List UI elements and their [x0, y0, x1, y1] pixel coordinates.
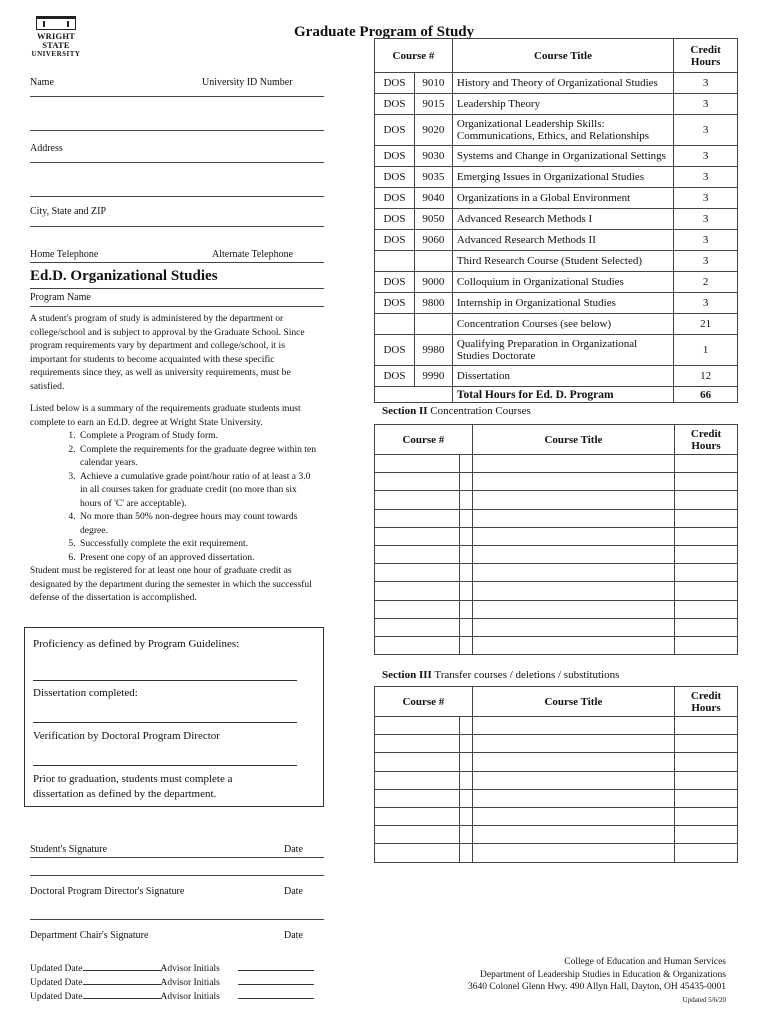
advisor-initials-label: Advisor Initials: [160, 991, 220, 1002]
blank-cell[interactable]: [472, 473, 674, 491]
blank-cell[interactable]: [472, 717, 674, 735]
table-row: [375, 73, 738, 94]
table-row: [375, 272, 738, 293]
blank-cell[interactable]: [375, 771, 460, 789]
table-header-row: [375, 39, 738, 73]
blank-cell[interactable]: [675, 807, 738, 825]
blank-cell[interactable]: [375, 564, 460, 582]
logo-line2: UNIVERSITY: [31, 50, 81, 58]
course-hours: 3: [674, 146, 738, 167]
course-hours: 3: [674, 251, 738, 272]
dissertation-line[interactable]: [33, 722, 297, 723]
course-number: 9020: [414, 115, 452, 146]
table-row: [375, 167, 738, 188]
blank-cell[interactable]: [375, 844, 460, 862]
phone-line[interactable]: [30, 262, 324, 263]
blank-cell[interactable]: [472, 636, 674, 654]
blank-cell[interactable]: [472, 735, 674, 753]
course-title-header: Course Title: [472, 425, 674, 455]
course-number: 9015: [414, 94, 452, 115]
blank-course-row[interactable]: [375, 491, 738, 509]
blank-cell[interactable]: [675, 564, 738, 582]
footer-college: College of Education and Human Services: [564, 957, 726, 967]
university-logo: [24, 16, 88, 58]
course-title: Concentration Courses (see below): [452, 314, 673, 335]
prior-graduation-note: Prior to graduation, students must complete a dissertation as defined by the department.: [33, 773, 233, 800]
blank-cell[interactable]: [472, 618, 674, 636]
page-title: Graduate Program of Study: [294, 24, 475, 40]
transfer-courses-table: [374, 686, 738, 863]
blank-cell[interactable]: [459, 735, 472, 753]
course-number: 9990: [414, 366, 452, 387]
blank-cell[interactable]: [675, 545, 738, 563]
completion-box: [24, 627, 324, 807]
student-signature-line[interactable]: [30, 857, 324, 858]
course-title: Leadership Theory: [452, 94, 673, 115]
course-num-header: Course #: [375, 39, 453, 73]
blank-cell[interactable]: [375, 807, 460, 825]
course-title: Organizations in a Global Environment: [452, 188, 673, 209]
course-title: Third Research Course (Student Selected): [452, 251, 673, 272]
blank-cell[interactable]: [675, 527, 738, 545]
footer-department: Department of Leadership Studies in Education & Organizations: [480, 969, 726, 980]
blank-cell[interactable]: [472, 826, 674, 844]
updated-date-label: Updated Date: [30, 991, 83, 1002]
blank-cell[interactable]: [459, 753, 472, 771]
director-signature-label: Doctoral Program Director's Signature: [30, 886, 185, 897]
table-row: [375, 230, 738, 251]
blank-cell[interactable]: [459, 600, 472, 618]
blank-course-row[interactable]: [375, 789, 738, 807]
table-header-row: [375, 687, 738, 717]
blank-course-row[interactable]: [375, 636, 738, 654]
course-prefix: DOS: [375, 115, 415, 146]
footer-updated: Updated 5/6/20: [682, 995, 726, 1004]
credit-hours-header: Credit Hours: [675, 425, 738, 455]
verification-line[interactable]: [33, 765, 297, 766]
blank-course-row[interactable]: [375, 753, 738, 771]
table-row: [375, 366, 738, 387]
blank-cell[interactable]: [675, 491, 738, 509]
blank-cell[interactable]: [459, 491, 472, 509]
blank-course-row[interactable]: [375, 618, 738, 636]
course-title: Organizational Leadership Skills: Communications, Ethics, and Relationships: [452, 115, 673, 146]
course-num-header: Course #: [375, 425, 473, 455]
blank-cell[interactable]: [459, 527, 472, 545]
course-hours: 2: [674, 272, 738, 293]
blank-cell[interactable]: [459, 455, 472, 473]
course-title: History and Theory of Organizational Studies: [452, 73, 673, 94]
total-row: [375, 387, 738, 403]
building-icon: [36, 16, 76, 30]
table-row: [375, 293, 738, 314]
course-prefix: DOS: [375, 230, 415, 251]
credit-hours-header: Credit Hours: [675, 687, 738, 717]
requirements-summary: [30, 402, 320, 605]
course-number: 9030: [414, 146, 452, 167]
blank-cell[interactable]: [375, 789, 460, 807]
update-log: [30, 962, 314, 1003]
requirement-item: 1. Complete a Program of Study form.: [78, 429, 320, 443]
blank-course-row[interactable]: [375, 473, 738, 491]
blank-cell[interactable]: [675, 473, 738, 491]
city-line[interactable]: [30, 226, 324, 227]
course-number: 9035: [414, 167, 452, 188]
table-row: [375, 209, 738, 230]
blank-cell[interactable]: [675, 789, 738, 807]
requirement-item: 3. Achieve a cumulative grade point/hour ratio of at least a 3.0 in all courses taken for graduate credit (no more than six hours of 'C' are acceptable).: [78, 470, 320, 511]
course-prefix: DOS: [375, 188, 415, 209]
blank-cell[interactable]: [459, 473, 472, 491]
advisor-initials-label: Advisor Initials: [160, 977, 220, 988]
blank-cell[interactable]: [472, 509, 674, 527]
credit-hours-header: [674, 39, 738, 73]
blank-cell[interactable]: [459, 545, 472, 563]
chair-signature-label: Department Chair's Signature: [30, 930, 149, 941]
course-hours: 3: [674, 293, 738, 314]
home-phone-label: Home Telephone: [30, 249, 99, 260]
total-label: Total Hours for Ed. D. Program: [452, 387, 673, 403]
blank-cell[interactable]: [472, 564, 674, 582]
course-prefix: DOS: [375, 146, 415, 167]
course-title: Internship in Organizational Studies: [452, 293, 673, 314]
total-hours: 66: [674, 387, 738, 403]
requirement-item: 4. No more than 50% non-degree hours may count towards degree.: [78, 510, 320, 537]
table-row: [375, 335, 738, 366]
blank-cell[interactable]: [472, 491, 674, 509]
blank-cell[interactable]: [472, 771, 674, 789]
blank-cell[interactable]: [375, 618, 460, 636]
student-signature-rule: [30, 875, 324, 876]
requirement-item: 2. Complete the requirements for the graduate degree within ten calendar years.: [78, 443, 320, 470]
course-hours: 3: [674, 209, 738, 230]
course-number: [414, 251, 452, 272]
blank-cell[interactable]: [459, 717, 472, 735]
table-header-row: [375, 425, 738, 455]
proficiency-label: Proficiency as defined by Program Guidelines:: [33, 638, 240, 650]
blank-cell[interactable]: [375, 826, 460, 844]
course-title-header: Course Title: [472, 687, 674, 717]
updated-date-label: Updated Date: [30, 977, 83, 988]
course-title: Colloquium in Organizational Studies: [452, 272, 673, 293]
blank-course-row[interactable]: [375, 582, 738, 600]
blank-cell[interactable]: [472, 753, 674, 771]
hours-label: Hours: [690, 55, 721, 68]
course-hours: 3: [674, 167, 738, 188]
blank-cell[interactable]: [675, 509, 738, 527]
requirement-item: 5. Successfully complete the exit requirement.: [78, 537, 320, 551]
program-title: Ed.D. Organizational Studies: [30, 268, 218, 284]
table-row: [375, 314, 738, 335]
verification-label: Verification by Doctoral Program Director: [33, 730, 220, 742]
blank-cell[interactable]: [675, 735, 738, 753]
university-id-label: University ID Number: [202, 77, 293, 88]
requirement-item: 6. Present one copy of an approved dissertation.: [78, 551, 320, 565]
course-prefix: DOS: [375, 366, 415, 387]
name-line-2[interactable]: [30, 130, 324, 131]
course-prefix: DOS: [375, 272, 415, 293]
blank-cell[interactable]: [459, 826, 472, 844]
blank-cell[interactable]: [675, 844, 738, 862]
section-ii-label: Section II Concentration Courses: [382, 405, 531, 417]
course-number: 9000: [414, 272, 452, 293]
blank-course-row[interactable]: [375, 527, 738, 545]
footer-address: 3640 Colonel Glenn Hwy. 490 Allyn Hall, Dayton, OH 45435-0001: [468, 982, 726, 992]
address-line[interactable]: [30, 162, 324, 163]
blank-cell[interactable]: [675, 771, 738, 789]
intro-paragraph: A student's program of study is administered by the department or college/school and is subject to approval by the Graduate School. Since program requirements vary by department and college/school, it is important for students to become acquainted with these specific requirements since they, as well as university requirements, must be satisfied.: [30, 313, 305, 392]
blank-cell[interactable]: [472, 807, 674, 825]
logo-line1: WRIGHT STATE: [36, 31, 76, 50]
course-title: Qualifying Preparation in Organizational Studies Doctorate: [452, 335, 673, 366]
blank-course-row[interactable]: [375, 807, 738, 825]
course-prefix: [375, 314, 415, 335]
course-hours: 3: [674, 73, 738, 94]
course-hours: 3: [674, 115, 738, 146]
name-line[interactable]: [30, 96, 324, 97]
blank-cell[interactable]: [459, 789, 472, 807]
blank-cell[interactable]: [472, 545, 674, 563]
course-num-header: Course #: [375, 687, 473, 717]
course-hours: 3: [674, 188, 738, 209]
student-signature-label: Student's Signature: [30, 844, 108, 855]
blank-cell[interactable]: [459, 771, 472, 789]
blank-cell[interactable]: [472, 844, 674, 862]
blank-cell[interactable]: [675, 582, 738, 600]
program-name-line[interactable]: [30, 306, 324, 307]
blank-cell[interactable]: [675, 717, 738, 735]
blank-cell[interactable]: [472, 527, 674, 545]
course-prefix: DOS: [375, 167, 415, 188]
course-prefix: DOS: [375, 293, 415, 314]
chair-date-label: Date: [284, 930, 303, 941]
course-title-header: Course Title: [452, 39, 673, 73]
blank-cell[interactable]: [675, 455, 738, 473]
blank-course-row[interactable]: [375, 600, 738, 618]
blank-course-row[interactable]: [375, 545, 738, 563]
alt-phone-label: Alternate Telephone: [212, 249, 294, 260]
blank-cell[interactable]: [675, 753, 738, 771]
course-number: 9050: [414, 209, 452, 230]
blank-cell[interactable]: [675, 636, 738, 654]
blank-cell[interactable]: [375, 491, 460, 509]
blank-cell[interactable]: [472, 600, 674, 618]
course-prefix: DOS: [375, 73, 415, 94]
updated-date-label: Updated Date: [30, 964, 83, 974]
table-row: [375, 146, 738, 167]
advisor-initials-label: Advisor Initials: [160, 964, 220, 974]
blank-course-row[interactable]: [375, 455, 738, 473]
blank-cell[interactable]: [459, 636, 472, 654]
course-prefix: DOS: [375, 209, 415, 230]
course-number: 9800: [414, 293, 452, 314]
blank-cell[interactable]: [675, 600, 738, 618]
blank-cell[interactable]: [459, 564, 472, 582]
director-date-label: Date: [284, 886, 303, 897]
blank-cell[interactable]: [375, 582, 460, 600]
blank-cell[interactable]: [375, 527, 460, 545]
course-hours: 3: [674, 230, 738, 251]
blank-cell[interactable]: [375, 636, 460, 654]
table-row: [375, 188, 738, 209]
table-row: [375, 251, 738, 272]
section-iii-label: Section III Transfer courses / deletions / substitutions: [382, 669, 620, 681]
blank-course-row[interactable]: [375, 771, 738, 789]
blank-course-row[interactable]: [375, 826, 738, 844]
course-title: Emerging Issues in Organizational Studies: [452, 167, 673, 188]
blank-cell[interactable]: [375, 509, 460, 527]
table-row: [375, 94, 738, 115]
address-label: Address: [30, 143, 63, 154]
director-signature-line[interactable]: [30, 919, 324, 920]
course-title: Dissertation: [452, 366, 673, 387]
blank-course-row[interactable]: [375, 844, 738, 862]
blank-cell[interactable]: [459, 618, 472, 636]
blank-cell[interactable]: [459, 807, 472, 825]
course-title: Advanced Research Methods II: [452, 230, 673, 251]
course-number: 9010: [414, 73, 452, 94]
requirements-list: [78, 429, 320, 564]
course-number: 9980: [414, 335, 452, 366]
course-prefix: DOS: [375, 335, 415, 366]
summary-lead: Listed below is a summary of the requirements graduate students must complete to earn an Ed.D. degree at Wright State University.: [30, 403, 301, 428]
blank-cell[interactable]: [459, 582, 472, 600]
course-title: Systems and Change in Organizational Settings: [452, 146, 673, 167]
blank-course-row[interactable]: [375, 509, 738, 527]
concentration-courses-table: [374, 424, 738, 655]
name-label: Name: [30, 77, 54, 88]
course-hours: 3: [674, 94, 738, 115]
blank-cell[interactable]: [472, 582, 674, 600]
course-prefix: DOS: [375, 94, 415, 115]
blank-cell[interactable]: [375, 545, 460, 563]
course-title: Advanced Research Methods I: [452, 209, 673, 230]
course-number: 9040: [414, 188, 452, 209]
address-line-2[interactable]: [30, 196, 324, 197]
blank-course-row[interactable]: [375, 564, 738, 582]
footer: [468, 956, 726, 1006]
blank-cell[interactable]: [375, 473, 460, 491]
blank-cell[interactable]: [375, 455, 460, 473]
course-number: [414, 314, 452, 335]
blank-cell[interactable]: [472, 455, 674, 473]
student-date-label: Date: [284, 844, 303, 855]
blank-cell[interactable]: [675, 826, 738, 844]
course-hours: 1: [674, 335, 738, 366]
program-name-label: Program Name: [30, 292, 91, 303]
course-hours: 21: [674, 314, 738, 335]
blank-course-row[interactable]: [375, 717, 738, 735]
required-courses-table: [374, 38, 738, 403]
blank-cell[interactable]: [375, 753, 460, 771]
blank-cell[interactable]: [375, 735, 460, 753]
blank-cell[interactable]: [375, 717, 460, 735]
registration-note: Student must be registered for at least one hour of graduate credit as designated by the department during the semester in which the successful defense of the dissertation is accomplished.: [30, 565, 312, 603]
city-label: City, State and ZIP: [30, 206, 107, 217]
proficiency-line[interactable]: [33, 680, 297, 681]
dissertation-label: Dissertation completed:: [33, 687, 138, 699]
course-prefix: [375, 251, 415, 272]
blank-cell[interactable]: [375, 600, 460, 618]
program-title-rule: [30, 288, 324, 289]
blank-cell[interactable]: [459, 844, 472, 862]
course-hours: 12: [674, 366, 738, 387]
credit-label: Credit: [690, 43, 721, 56]
blank-cell[interactable]: [472, 789, 674, 807]
blank-course-row[interactable]: [375, 735, 738, 753]
course-number: 9060: [414, 230, 452, 251]
blank-cell[interactable]: [459, 509, 472, 527]
table-row: [375, 115, 738, 146]
blank-cell[interactable]: [675, 618, 738, 636]
